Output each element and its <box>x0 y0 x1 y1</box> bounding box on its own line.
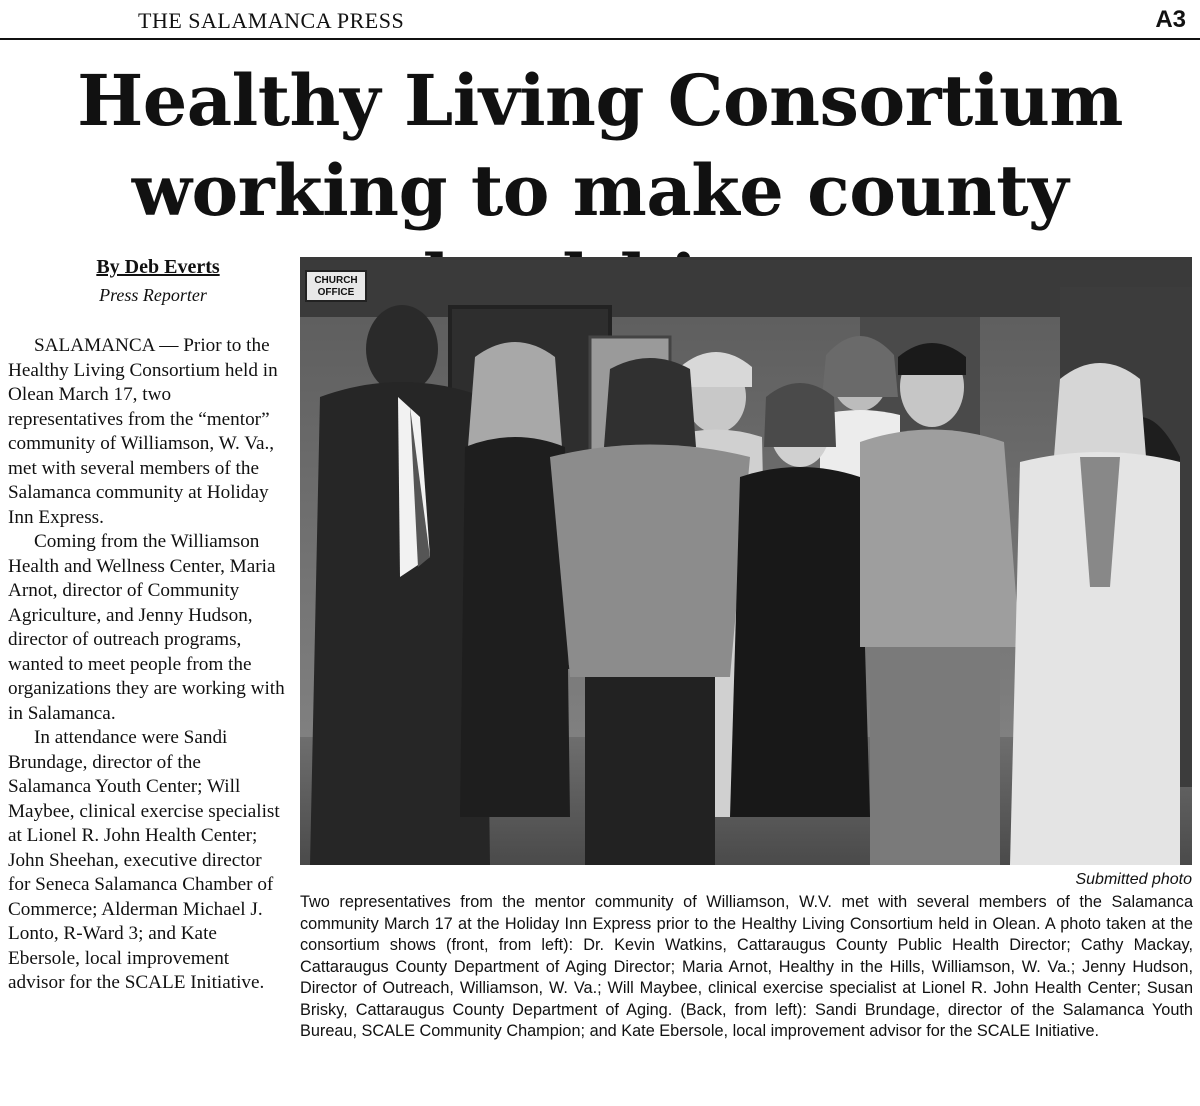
page-number: A3 <box>1155 6 1186 33</box>
byline: By Deb Everts <box>96 256 220 278</box>
photo-credit: Submitted photo <box>1075 871 1192 888</box>
article-body <box>8 334 288 1106</box>
paragraph-2: Coming from the Williamson Health and Wellness Center, Maria Arnot, director of Community Agriculture, and Jenny Hudson, director of outreach programs, wanted to meet people from the organizations they are working with in Salamanca. <box>8 531 285 724</box>
paper-name: THE SALAMANCA PRESS <box>138 8 405 33</box>
person-front-2 <box>460 342 570 817</box>
reporter-role: Press Reporter <box>99 285 207 305</box>
sign-text-1: CHURCH <box>314 275 358 286</box>
paragraph-3: In attendance were Sandi Brundage, director of the Salamanca Youth Center; Will Maybee, clinical exercise specialist at Lionel R. John Health Center; John Sheehan, executive director for Seneca Salamanca Chamber of Commerce; Alderman Michael J. Lonto, R-Ward 3; and Kate Ebersole, local improvement advisor for the SCALE Initiative. <box>8 727 280 993</box>
sign-text-2: OFFICE <box>317 287 355 298</box>
masthead <box>0 0 1200 40</box>
headline-line-2: working to make county <box>131 149 1069 232</box>
byline-block <box>8 256 288 306</box>
paragraph-1: SALAMANCA — Prior to the Healthy Living Consortium held in Olean March 17, two representatives from the “mentor” community of Williamson, W. Va., met with several members of the Salamanca community at Holiday Inn Express. <box>8 335 278 528</box>
headline-line-1: Healthy Living Consortium <box>77 59 1123 142</box>
group-photo <box>300 257 1192 865</box>
photo-caption: Two representatives from the mentor community of Williamson, W.V. met with several members of the Salamanca community March 17 at the Holiday Inn Express prior to the Healthy Living Consortium held in Olean. A photo taken at the consortium shows (front, from left): Dr. Kevin Watkins, Cattaraugus County Public Health Director; Cathy Mackay, Cattaraugus County Department of Aging Director; Maria Arnot, Healthy in the Hills, Williamson, W. Va.; Jenny Hudson, Director of Outreach, Williamson, W. Va.; Will Maybee, clinical exercise specialist at Lionel R. John Health Center; Susan Brisky, Cattaraugus County Department of Aging. (Back, from left): Sandi Brundage, director of the Salamanca Youth Bureau, SCALE Community Champion; and Kate Ebersole, local improvement advisor for the SCALE Initiative. <box>300 893 1193 1040</box>
